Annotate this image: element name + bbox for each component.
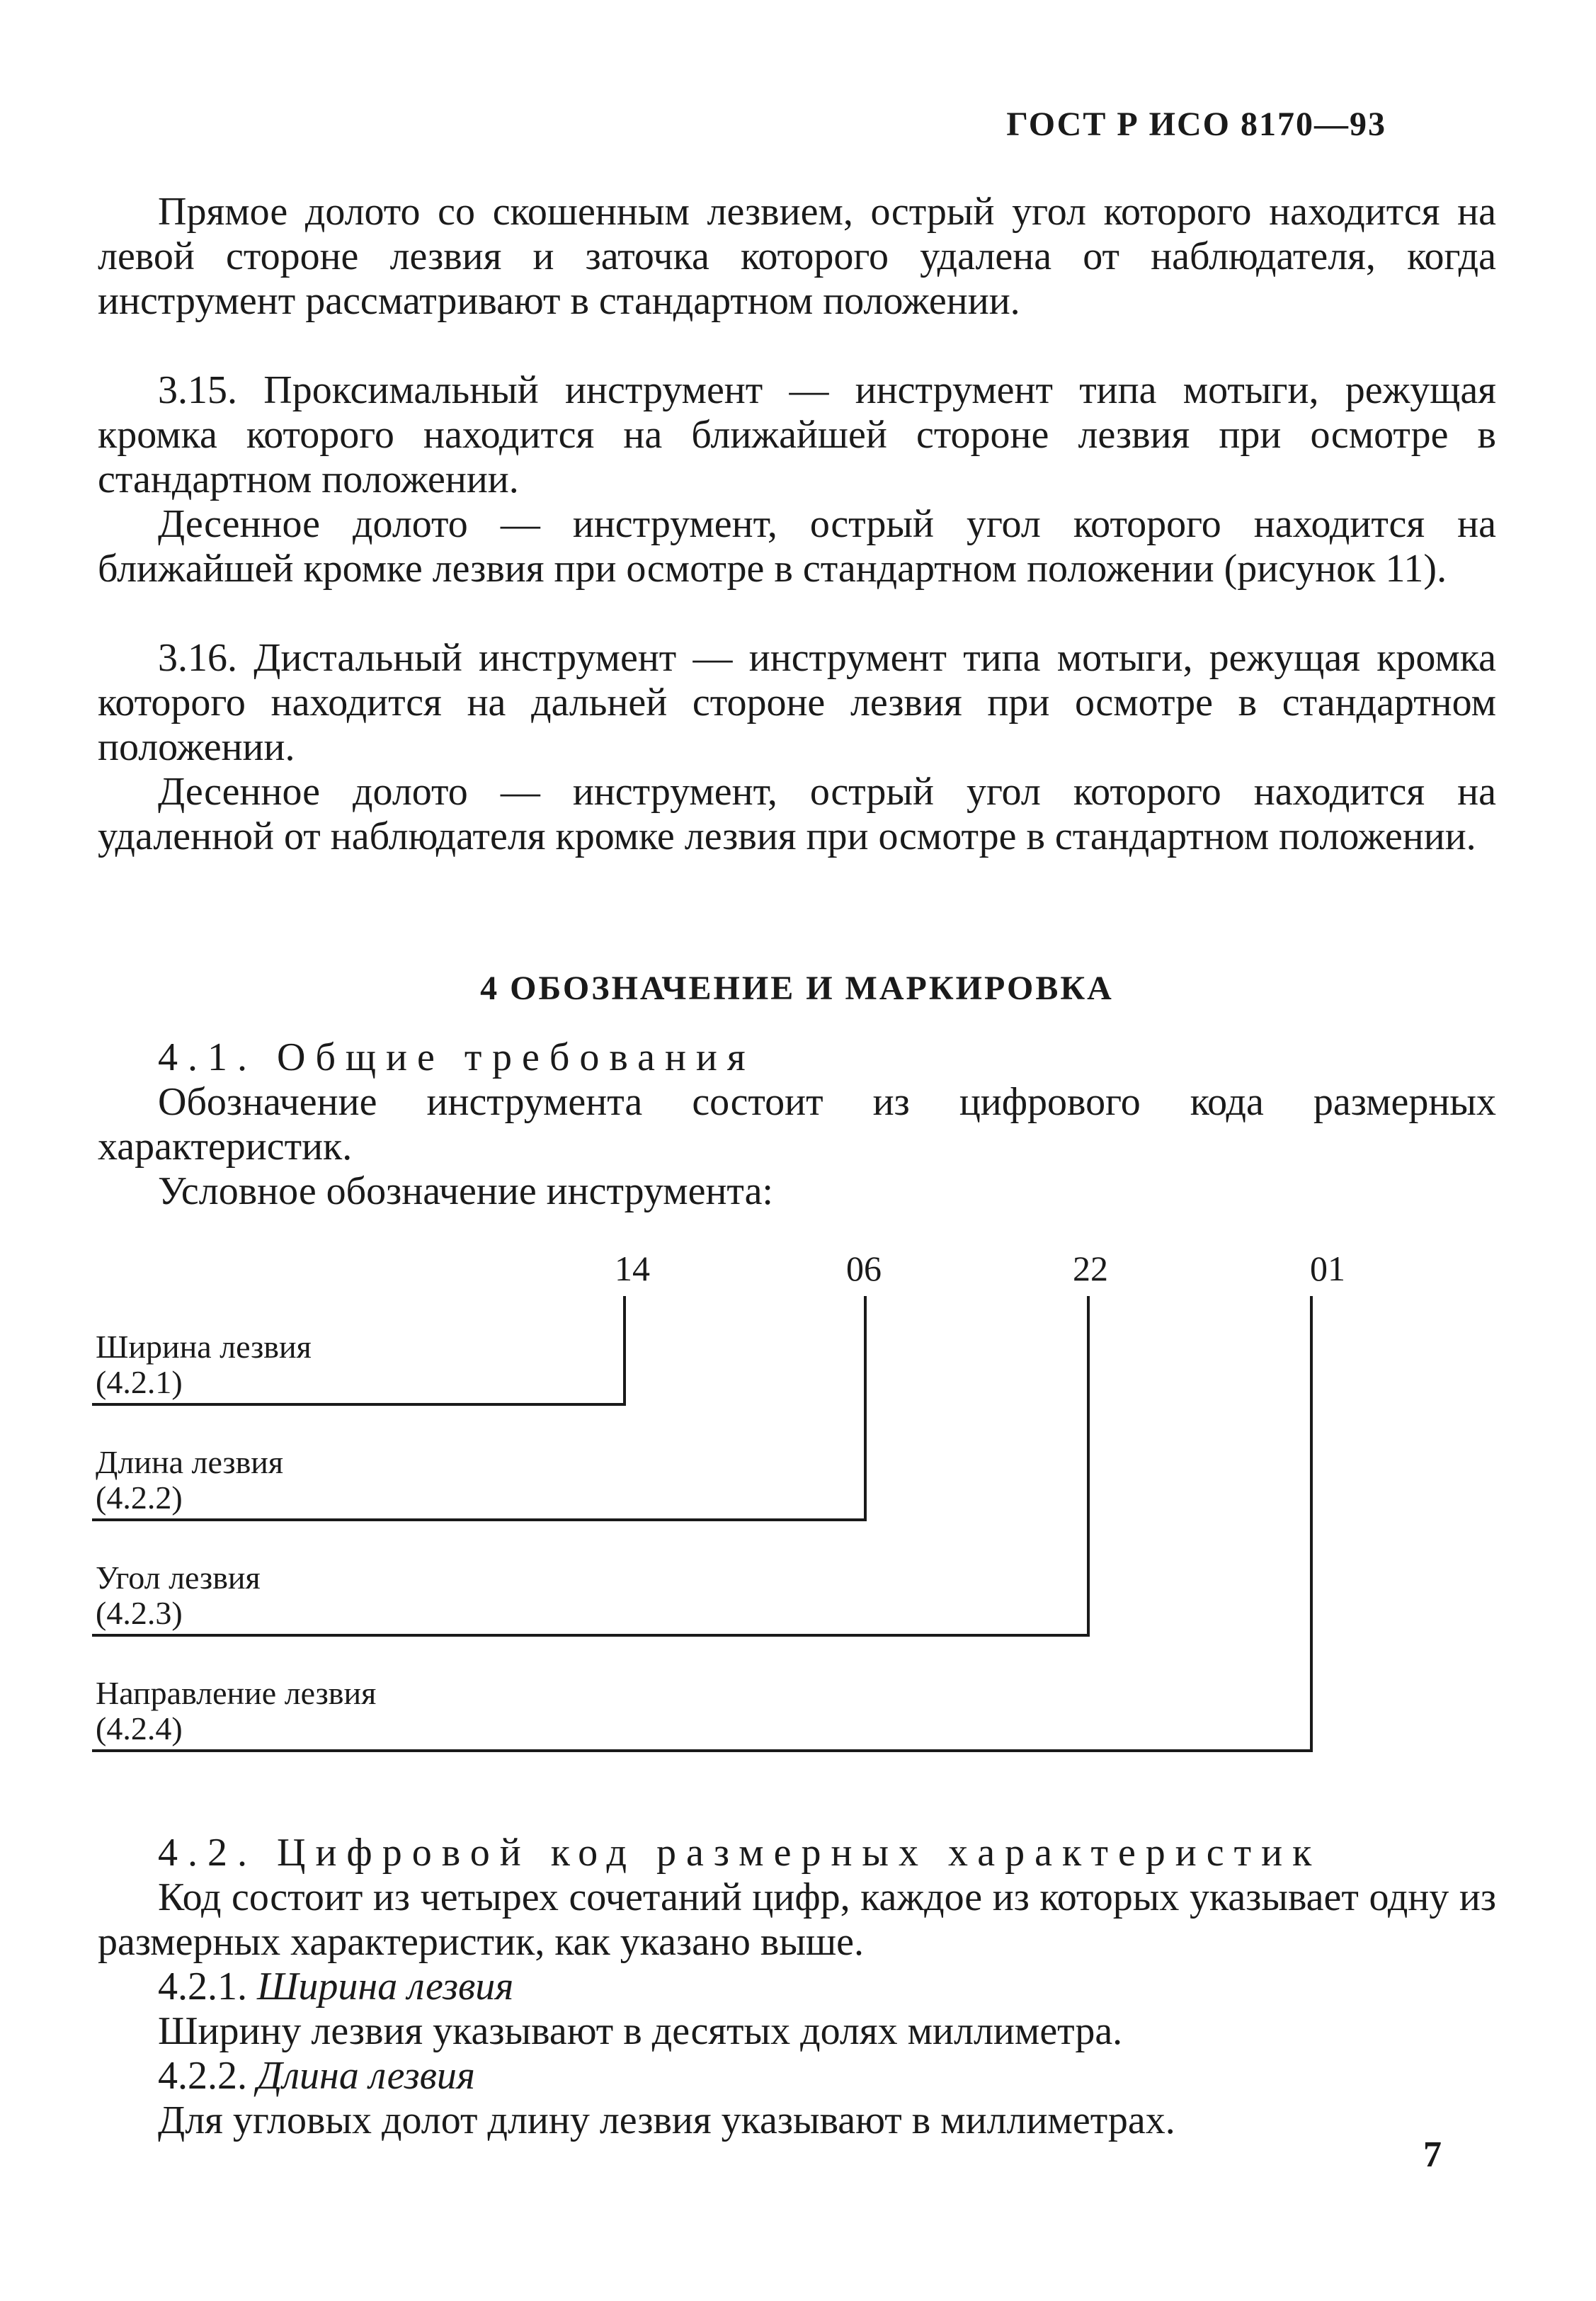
label-width: Ширина лезвия [96,1329,312,1365]
section-4-1-text: Обозначение инструмента состоит из цифрового кода размерных характеристик. [98,1080,1496,1169]
section-4-2-1-heading [98,1965,1496,2009]
section-4-1-title-text: 4.1. Общие требования [158,1035,756,1079]
code-angle: 22 [1073,1249,1108,1288]
section-4-2-title [98,1831,1496,1875]
paragraph-3-15: 3.15. Проксимальный инструмент — инструмент типа мотыги, режущая кромка которого находится на ближайшей стороне лезвия при осмотре в стандартном положении. [98,368,1496,501]
section-4-2-2-number: 4.2.2. [158,2054,247,2098]
document-header: ГОСТ Р ИСО 8170—93 [1006,106,1386,143]
label-direction: Направление лезвия [96,1675,377,1711]
section-4-2-1-text: Ширину лезвия указывают в десятых долях миллиметра. [158,2009,1123,2053]
code-length: 06 [846,1249,882,1288]
section-4-2-2-heading [98,2054,1496,2098]
label-length-ref: (4.2.2) [96,1479,183,1516]
section-4-2-1-number: 4.2.1. [158,1965,247,2009]
section-4-2-2-title: Длина лезвия [257,2054,475,2098]
label-angle-ref: (4.2.3) [96,1595,183,1631]
paragraph-3-16: 3.16. Дистальный инструмент — инструмент типа мотыги, режущая кромка которого находится на дальней стороне лезвия при осмотре в стандартном положении. [98,636,1496,769]
label-direction-ref: (4.2.4) [96,1710,183,1746]
page-number: 7 [1423,2135,1442,2175]
code-direction: 01 [1310,1249,1345,1288]
section-4-2-2-text: Для угловых долот длину лезвия указывают в миллиметрах. [158,2098,1175,2142]
section-4-2-1-title: Ширина лезвия [257,1965,514,2009]
section-4-1-label: Условное обозначение инструмента: [158,1169,773,1213]
paragraph-gingival-chisel-near: Десенное долото — инструмент, острый угол которого находится на ближайшей кромке лезвия при осмотре в стандартном положении (рисунок 11). [98,502,1496,591]
paragraph-straight-chisel: Прямое долото со скошенным лезвием, острый угол которого находится на левой стороне лезвия и заточка которого удалена от наблюдателя, когда инструмент рассматривают в стандартном положении. [98,190,1496,323]
code-width: 14 [615,1249,650,1288]
label-length: Длина лезвия [96,1444,284,1480]
label-angle: Угол лезвия [96,1559,261,1596]
section-4-title: 4 ОБОЗНАЧЕНИЕ И МАРКИРОВКА [480,970,1114,1007]
label-width-ref: (4.2.1) [96,1364,183,1400]
section-4-2-title-text: 4.2. Цифровой код размерных характеристик [158,1831,1322,1875]
paragraph-gingival-chisel-far: Десенное долото — инструмент, острый угол которого находится на удаленной от наблюдателя кромке лезвия при осмотре в стандартном положении. [98,770,1496,858]
section-4-2-text: Код состоит из четырех сочетаний цифр, каждое из которых указывает одну из размерных характеристик, как указано выше. [98,1875,1496,1964]
